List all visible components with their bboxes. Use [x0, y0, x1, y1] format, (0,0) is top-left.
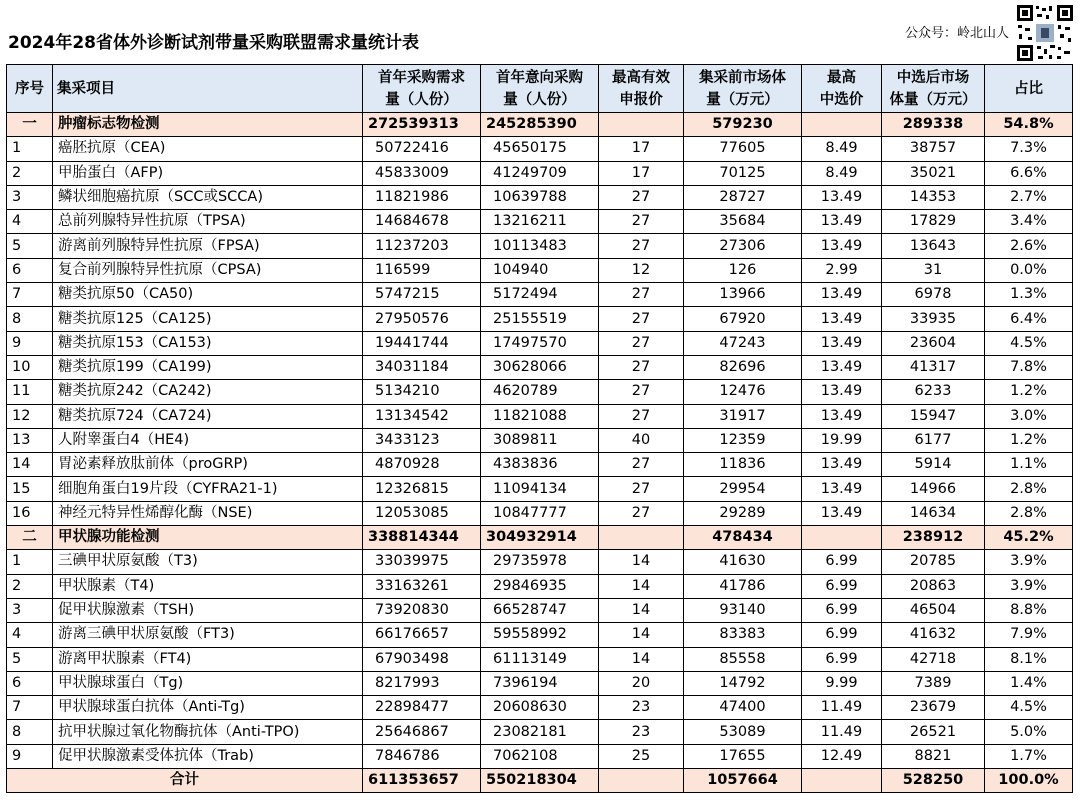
row-max-price: 27 — [599, 501, 684, 525]
row-after-market: 5914 — [882, 453, 985, 477]
row-no: 14 — [7, 453, 53, 477]
row-ratio: 1.2% — [985, 380, 1073, 404]
row-ratio: 1.3% — [985, 283, 1073, 307]
row-demand: 116599 — [363, 258, 481, 282]
row-demand: 45833009 — [363, 161, 481, 185]
row-after-market: 23679 — [882, 696, 985, 720]
row-item: 癌胚抗原（CEA) — [53, 137, 363, 161]
group-no: 一 — [7, 113, 53, 137]
row-max-price: 14 — [599, 574, 684, 598]
group-intent: 245285390 — [481, 113, 599, 137]
row-intent: 7062108 — [481, 744, 599, 768]
row-no: 8 — [7, 307, 53, 331]
row-intent: 45650175 — [481, 137, 599, 161]
row-max-price: 27 — [599, 477, 684, 501]
row-no: 10 — [7, 355, 53, 379]
account-label: 公众号：岭北山人 — [905, 26, 1010, 41]
row-win-price: 8.49 — [802, 161, 882, 185]
row-market: 12359 — [684, 428, 802, 452]
row-no: 2 — [7, 574, 53, 598]
row-after-market: 42718 — [882, 647, 985, 671]
row-demand: 13134542 — [363, 404, 481, 428]
table-row — [7, 355, 1073, 379]
row-demand: 5134210 — [363, 380, 481, 404]
row-market: 67920 — [684, 307, 802, 331]
row-intent: 7396194 — [481, 671, 599, 695]
row-max-price: 23 — [599, 696, 684, 720]
row-intent: 20608630 — [481, 696, 599, 720]
row-market: 53089 — [684, 720, 802, 744]
row-market: 11836 — [684, 453, 802, 477]
table-row — [7, 283, 1073, 307]
table-row — [7, 647, 1073, 671]
row-item: 神经元特异性烯醇化酶（NSE) — [53, 501, 363, 525]
row-after-market: 35021 — [882, 161, 985, 185]
row-market: 14792 — [684, 671, 802, 695]
row-demand: 12053085 — [363, 501, 481, 525]
row-demand: 22898477 — [363, 696, 481, 720]
row-max-price: 27 — [599, 210, 684, 234]
row-demand: 34031184 — [363, 355, 481, 379]
row-item: 复合前列腺特异性抗原（CPSA) — [53, 258, 363, 282]
group-max-price — [599, 526, 684, 550]
table-row — [7, 161, 1073, 185]
row-item: 糖类抗原724（CA724) — [53, 404, 363, 428]
row-max-price: 14 — [599, 647, 684, 671]
table-row — [7, 331, 1073, 355]
row-win-price: 13.49 — [802, 380, 882, 404]
row-demand: 12326815 — [363, 477, 481, 501]
header-demand: 首年采购需求 量（人份） — [363, 65, 481, 113]
row-no: 9 — [7, 744, 53, 768]
row-max-price: 20 — [599, 671, 684, 695]
table-row — [7, 428, 1073, 452]
row-intent: 10639788 — [481, 185, 599, 209]
row-no: 4 — [7, 210, 53, 234]
row-no: 5 — [7, 647, 53, 671]
row-ratio: 4.5% — [985, 331, 1073, 355]
row-demand: 5747215 — [363, 283, 481, 307]
header-win-price: 最高 中选价 — [802, 65, 882, 113]
row-max-price: 27 — [599, 380, 684, 404]
row-ratio: 2.7% — [985, 185, 1073, 209]
row-after-market: 6177 — [882, 428, 985, 452]
total-label: 合计 — [7, 769, 363, 793]
group-market: 478434 — [684, 526, 802, 550]
row-win-price: 13.49 — [802, 234, 882, 258]
row-max-price: 12 — [599, 258, 684, 282]
total-win-price — [802, 769, 882, 793]
group-no: 二 — [7, 526, 53, 550]
row-market: 41630 — [684, 550, 802, 574]
row-ratio: 6.4% — [985, 307, 1073, 331]
row-win-price: 8.49 — [802, 137, 882, 161]
group-after-market: 238912 — [882, 526, 985, 550]
row-ratio: 2.6% — [985, 234, 1073, 258]
row-win-price: 6.99 — [802, 623, 882, 647]
header-after-market: 中选后市场 体量（万元） — [882, 65, 985, 113]
row-item: 糖类抗原153（CA153) — [53, 331, 363, 355]
row-item: 甲状腺素（T4) — [53, 574, 363, 598]
row-demand: 25646867 — [363, 720, 481, 744]
group-row — [7, 526, 1073, 550]
group-demand: 338814344 — [363, 526, 481, 550]
row-market: 31917 — [684, 404, 802, 428]
row-market: 29289 — [684, 501, 802, 525]
row-item: 抗甲状腺过氧化物酶抗体（Anti-TPO) — [53, 720, 363, 744]
row-intent: 4620789 — [481, 380, 599, 404]
row-after-market: 26521 — [882, 720, 985, 744]
table-header-row — [7, 65, 1073, 113]
table-row — [7, 550, 1073, 574]
row-no: 13 — [7, 428, 53, 452]
row-intent: 11094134 — [481, 477, 599, 501]
row-market: 27306 — [684, 234, 802, 258]
total-max-price — [599, 769, 684, 793]
row-win-price: 13.49 — [802, 477, 882, 501]
table-row — [7, 258, 1073, 282]
row-item: 糖类抗原199（CA199) — [53, 355, 363, 379]
row-no: 5 — [7, 234, 53, 258]
row-max-price: 27 — [599, 331, 684, 355]
table-row — [7, 720, 1073, 744]
row-ratio: 1.1% — [985, 453, 1073, 477]
row-after-market: 20863 — [882, 574, 985, 598]
total-row — [7, 769, 1073, 793]
row-win-price: 2.99 — [802, 258, 882, 282]
row-win-price: 13.49 — [802, 355, 882, 379]
row-intent: 3089811 — [481, 428, 599, 452]
row-market: 13966 — [684, 283, 802, 307]
row-after-market: 31 — [882, 258, 985, 282]
row-max-price: 27 — [599, 307, 684, 331]
row-ratio: 1.2% — [985, 428, 1073, 452]
row-ratio: 8.8% — [985, 598, 1073, 622]
row-after-market: 20785 — [882, 550, 985, 574]
table-row — [7, 744, 1073, 768]
row-market: 83383 — [684, 623, 802, 647]
row-after-market: 23604 — [882, 331, 985, 355]
row-max-price: 27 — [599, 283, 684, 307]
header-intent: 首年意向采购 量（人份） — [481, 65, 599, 113]
row-intent: 41249709 — [481, 161, 599, 185]
row-no: 6 — [7, 671, 53, 695]
row-ratio: 5.0% — [985, 720, 1073, 744]
row-win-price: 13.49 — [802, 404, 882, 428]
row-max-price: 25 — [599, 744, 684, 768]
row-market: 47400 — [684, 696, 802, 720]
table-row — [7, 671, 1073, 695]
row-market: 28727 — [684, 185, 802, 209]
row-max-price: 27 — [599, 234, 684, 258]
row-market: 82696 — [684, 355, 802, 379]
row-ratio: 7.8% — [985, 355, 1073, 379]
row-intent: 23082181 — [481, 720, 599, 744]
row-demand: 8217993 — [363, 671, 481, 695]
row-win-price: 13.49 — [802, 210, 882, 234]
row-after-market: 14966 — [882, 477, 985, 501]
row-ratio: 0.0% — [985, 258, 1073, 282]
row-win-price: 6.99 — [802, 550, 882, 574]
table-row — [7, 307, 1073, 331]
row-item: 游离三碘甲状原氨酸（FT3) — [53, 623, 363, 647]
row-market: 77605 — [684, 137, 802, 161]
row-no: 4 — [7, 623, 53, 647]
qr-code-icon — [1016, 4, 1074, 62]
group-max-price — [599, 113, 684, 137]
row-after-market: 14353 — [882, 185, 985, 209]
group-win-price — [802, 113, 882, 137]
row-after-market: 7389 — [882, 671, 985, 695]
row-demand: 50722416 — [363, 137, 481, 161]
row-after-market: 15947 — [882, 404, 985, 428]
row-item: 细胞角蛋白19片段（CYFRA21-1) — [53, 477, 363, 501]
group-intent: 304932914 — [481, 526, 599, 550]
row-max-price: 17 — [599, 161, 684, 185]
table-row — [7, 185, 1073, 209]
row-after-market: 38757 — [882, 137, 985, 161]
row-max-price: 27 — [599, 453, 684, 477]
row-demand: 7846786 — [363, 744, 481, 768]
row-market: 93140 — [684, 598, 802, 622]
row-item: 甲状腺球蛋白（Tg) — [53, 671, 363, 695]
row-no: 1 — [7, 550, 53, 574]
header-item: 集采项目 — [53, 65, 363, 113]
total-ratio: 100.0% — [985, 769, 1073, 793]
row-max-price: 17 — [599, 137, 684, 161]
row-no: 16 — [7, 501, 53, 525]
row-win-price: 6.99 — [802, 647, 882, 671]
row-demand: 66176657 — [363, 623, 481, 647]
row-ratio: 1.4% — [985, 671, 1073, 695]
row-no: 9 — [7, 331, 53, 355]
row-market: 35684 — [684, 210, 802, 234]
table-row — [7, 477, 1073, 501]
row-intent: 25155519 — [481, 307, 599, 331]
row-ratio: 3.4% — [985, 210, 1073, 234]
row-win-price: 13.49 — [802, 453, 882, 477]
row-demand: 14684678 — [363, 210, 481, 234]
row-market: 12476 — [684, 380, 802, 404]
row-win-price: 19.99 — [802, 428, 882, 452]
row-market: 29954 — [684, 477, 802, 501]
group-market: 579230 — [684, 113, 802, 137]
row-win-price: 13.49 — [802, 501, 882, 525]
row-max-price: 14 — [599, 598, 684, 622]
total-after-market: 528250 — [882, 769, 985, 793]
row-intent: 13216211 — [481, 210, 599, 234]
row-max-price: 27 — [599, 185, 684, 209]
row-intent: 29735978 — [481, 550, 599, 574]
row-item: 糖类抗原242（CA242) — [53, 380, 363, 404]
row-market: 41786 — [684, 574, 802, 598]
row-max-price: 27 — [599, 355, 684, 379]
row-no: 2 — [7, 161, 53, 185]
row-item: 游离前列腺特异性抗原（FPSA) — [53, 234, 363, 258]
row-demand: 67903498 — [363, 647, 481, 671]
row-no: 1 — [7, 137, 53, 161]
total-intent: 550218304 — [481, 769, 599, 793]
row-no: 7 — [7, 696, 53, 720]
header-market: 集采前市场体 量（万元） — [684, 65, 802, 113]
row-item: 促甲状腺激素（TSH) — [53, 598, 363, 622]
row-no: 6 — [7, 258, 53, 282]
row-demand: 19441744 — [363, 331, 481, 355]
row-no: 15 — [7, 477, 53, 501]
table-row — [7, 137, 1073, 161]
row-intent: 29846935 — [481, 574, 599, 598]
row-market: 85558 — [684, 647, 802, 671]
row-item: 三碘甲状原氨酸（T3) — [53, 550, 363, 574]
row-intent: 61113149 — [481, 647, 599, 671]
row-item: 糖类抗原125（CA125) — [53, 307, 363, 331]
row-ratio: 7.3% — [985, 137, 1073, 161]
group-after-market: 289338 — [882, 113, 985, 137]
row-item: 游离甲状腺素（FT4) — [53, 647, 363, 671]
row-demand: 3433123 — [363, 428, 481, 452]
row-win-price: 13.49 — [802, 185, 882, 209]
row-ratio: 1.7% — [985, 744, 1073, 768]
table-row — [7, 574, 1073, 598]
row-intent: 10847777 — [481, 501, 599, 525]
row-after-market: 8821 — [882, 744, 985, 768]
row-no: 7 — [7, 283, 53, 307]
row-ratio: 8.1% — [985, 647, 1073, 671]
row-ratio: 4.5% — [985, 696, 1073, 720]
row-market: 126 — [684, 258, 802, 282]
row-market: 47243 — [684, 331, 802, 355]
row-intent: 17497570 — [481, 331, 599, 355]
group-row — [7, 113, 1073, 137]
header-no: 序号 — [7, 65, 53, 113]
row-after-market: 41632 — [882, 623, 985, 647]
row-item: 促甲状腺激素受体抗体（Trab) — [53, 744, 363, 768]
row-market: 70125 — [684, 161, 802, 185]
table-row — [7, 234, 1073, 258]
group-name: 甲状腺功能检测 — [53, 526, 363, 550]
row-intent: 4383836 — [481, 453, 599, 477]
table-row — [7, 501, 1073, 525]
row-item: 总前列腺特异性抗原（TPSA) — [53, 210, 363, 234]
procurement-table — [6, 64, 1073, 793]
row-max-price: 27 — [599, 404, 684, 428]
row-win-price: 9.99 — [802, 671, 882, 695]
row-item: 胃泌素释放肽前体（proGRP) — [53, 453, 363, 477]
row-win-price: 6.99 — [802, 574, 882, 598]
row-intent: 104940 — [481, 258, 599, 282]
total-demand: 611353657 — [363, 769, 481, 793]
row-after-market: 14634 — [882, 501, 985, 525]
row-ratio: 3.9% — [985, 574, 1073, 598]
table-row — [7, 598, 1073, 622]
row-win-price: 13.49 — [802, 283, 882, 307]
row-no: 3 — [7, 598, 53, 622]
row-after-market: 41317 — [882, 355, 985, 379]
group-win-price — [802, 526, 882, 550]
table-row — [7, 453, 1073, 477]
group-demand: 272539313 — [363, 113, 481, 137]
row-ratio: 6.6% — [985, 161, 1073, 185]
row-ratio: 3.9% — [985, 550, 1073, 574]
row-intent: 30628066 — [481, 355, 599, 379]
row-intent: 59558992 — [481, 623, 599, 647]
row-ratio: 2.8% — [985, 477, 1073, 501]
row-win-price: 12.49 — [802, 744, 882, 768]
row-after-market: 17829 — [882, 210, 985, 234]
row-ratio: 2.8% — [985, 501, 1073, 525]
row-item: 鳞状细胞癌抗原（SCC或SCCA) — [53, 185, 363, 209]
group-ratio: 54.8% — [985, 113, 1073, 137]
row-item: 糖类抗原50（CA50) — [53, 283, 363, 307]
row-no: 12 — [7, 404, 53, 428]
group-name: 肿瘤标志物检测 — [53, 113, 363, 137]
row-demand: 33039975 — [363, 550, 481, 574]
row-win-price: 13.49 — [802, 331, 882, 355]
row-win-price: 6.99 — [802, 598, 882, 622]
row-after-market: 6233 — [882, 380, 985, 404]
row-after-market: 13643 — [882, 234, 985, 258]
row-item: 甲胎蛋白（AFP) — [53, 161, 363, 185]
row-demand: 4870928 — [363, 453, 481, 477]
row-intent: 10113483 — [481, 234, 599, 258]
row-after-market: 6978 — [882, 283, 985, 307]
row-no: 3 — [7, 185, 53, 209]
table-row — [7, 623, 1073, 647]
row-item: 甲状腺球蛋白抗体（Anti-Tg) — [53, 696, 363, 720]
row-win-price: 11.49 — [802, 696, 882, 720]
row-no: 8 — [7, 720, 53, 744]
row-demand: 73920830 — [363, 598, 481, 622]
row-market: 17655 — [684, 744, 802, 768]
table-row — [7, 696, 1073, 720]
row-win-price: 11.49 — [802, 720, 882, 744]
header-max-price: 最高有效 申报价 — [599, 65, 684, 113]
row-no: 11 — [7, 380, 53, 404]
table-row — [7, 404, 1073, 428]
row-after-market: 46504 — [882, 598, 985, 622]
row-demand: 11821986 — [363, 185, 481, 209]
total-market: 1057664 — [684, 769, 802, 793]
row-win-price: 13.49 — [802, 307, 882, 331]
row-ratio: 3.0% — [985, 404, 1073, 428]
row-after-market: 33935 — [882, 307, 985, 331]
row-demand: 33163261 — [363, 574, 481, 598]
row-ratio: 7.9% — [985, 623, 1073, 647]
row-item: 人附睾蛋白4（HE4) — [53, 428, 363, 452]
row-intent: 11821088 — [481, 404, 599, 428]
table-row — [7, 380, 1073, 404]
header-ratio: 占比 — [985, 65, 1073, 113]
row-intent: 66528747 — [481, 598, 599, 622]
row-max-price: 40 — [599, 428, 684, 452]
row-max-price: 14 — [599, 550, 684, 574]
page-title: 2024年28省体外诊断试剂带量采购联盟需求量统计表 — [8, 33, 419, 53]
row-demand: 27950576 — [363, 307, 481, 331]
row-intent: 5172494 — [481, 283, 599, 307]
row-max-price: 14 — [599, 623, 684, 647]
row-max-price: 23 — [599, 720, 684, 744]
row-demand: 11237203 — [363, 234, 481, 258]
group-ratio: 45.2% — [985, 526, 1073, 550]
table-row — [7, 210, 1073, 234]
